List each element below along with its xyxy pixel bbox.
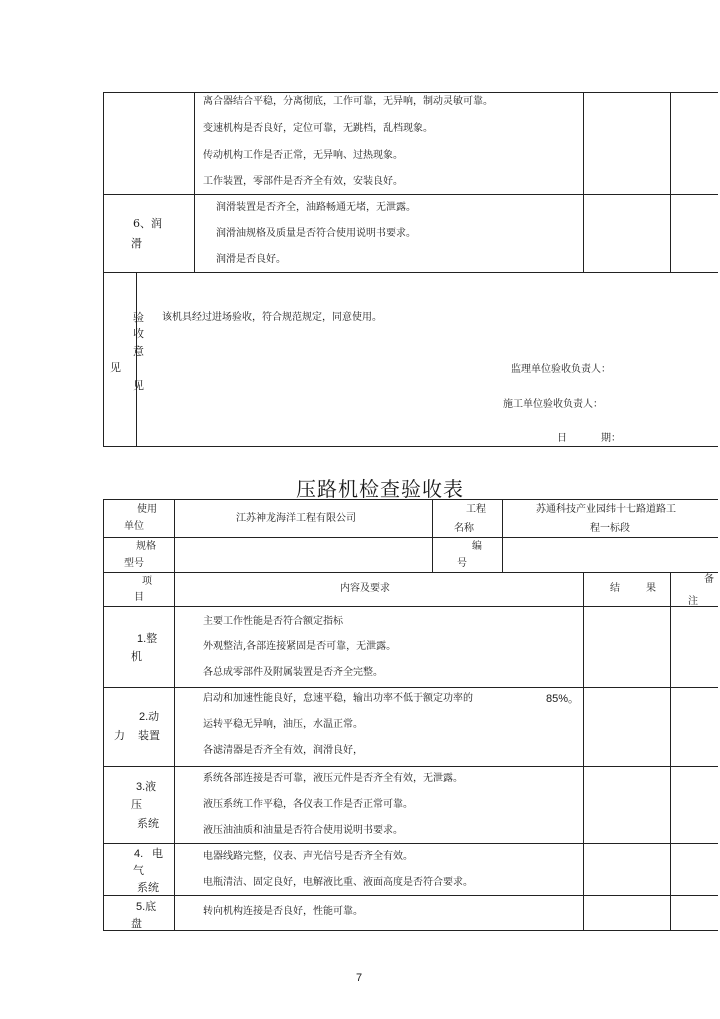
rule bbox=[103, 843, 718, 844]
code-label: 号 bbox=[457, 558, 467, 569]
requirement-text: 液压油油质和油量是否符合使用说明书要求。 bbox=[203, 825, 403, 836]
rule bbox=[583, 92, 584, 272]
opinion-label: 意 bbox=[133, 345, 144, 358]
section-label: 电 bbox=[152, 847, 163, 860]
percent-value: 85%。 bbox=[546, 693, 580, 705]
opinion-text: 该机具经过进场验收，符合规范规定，同意使用。 bbox=[162, 312, 382, 323]
use-unit-label: 单位 bbox=[124, 521, 144, 532]
rule bbox=[583, 572, 584, 930]
section-label: 2.动 bbox=[139, 711, 160, 723]
section-label: 机 bbox=[131, 650, 142, 663]
section-label: 5.底 bbox=[136, 901, 157, 913]
opinion-label: 验 bbox=[133, 311, 144, 324]
section-label: 1.整 bbox=[137, 633, 158, 645]
rule bbox=[103, 92, 104, 446]
rule bbox=[103, 572, 718, 573]
requirement-text: 润滑装置是否齐全，油路畅通无堵，无泄露。 bbox=[216, 202, 416, 213]
use-unit-label: 使用 bbox=[137, 504, 157, 515]
section-label: 系统 bbox=[137, 881, 159, 894]
header-content: 内容及要求 bbox=[340, 583, 390, 594]
requirement-text: 电瓶清洁、固定良好，电解液比重、液面高度是否符合要求。 bbox=[203, 877, 473, 888]
requirement-text: 运转平稳无异响，油压，水温正常。 bbox=[203, 719, 363, 730]
requirement-text: 离合器结合平稳，分离彻底，工作可靠，无异响，制动灵敏可靠。 bbox=[203, 96, 493, 107]
header-remark: 备 bbox=[704, 574, 714, 585]
section-label: 3.液 bbox=[136, 781, 157, 793]
rule bbox=[670, 572, 671, 930]
section-label: 压 bbox=[131, 798, 142, 811]
rule bbox=[432, 499, 433, 572]
requirement-text: 电器线路完整，仪表、声光信号是否齐全有效。 bbox=[203, 851, 413, 862]
item-label: 6、润 bbox=[133, 217, 162, 230]
rule bbox=[502, 499, 503, 572]
date-label: 期： bbox=[601, 433, 621, 444]
rule bbox=[103, 687, 718, 688]
rule bbox=[103, 194, 718, 195]
company-name: 江苏神龙海洋工程有限公司 bbox=[236, 513, 356, 524]
rule bbox=[103, 92, 718, 93]
section-label: 气 bbox=[133, 864, 144, 877]
page-title: 压路机检查验收表 bbox=[296, 477, 464, 501]
rule bbox=[103, 499, 718, 500]
rule bbox=[103, 272, 718, 273]
requirement-text: 转向机构连接是否良好，性能可靠。 bbox=[203, 906, 363, 917]
requirement-text: 变速机构是否良好，定位可靠，无跳档，乱档现象。 bbox=[203, 123, 433, 134]
requirement-text: 系统各部连接是否可靠，液压元件是否齐全有效，无泄露。 bbox=[203, 773, 463, 784]
requirement-text: 工作装置，零部件是否齐全有效，安装良好。 bbox=[203, 176, 403, 187]
project-name: 程一标段 bbox=[590, 523, 630, 534]
rule bbox=[103, 499, 104, 930]
section-label: 系统 bbox=[137, 817, 159, 830]
project-label: 工程 bbox=[466, 504, 486, 515]
requirement-text: 液压系统工作平稳，各仪表工作是否正常可靠。 bbox=[203, 799, 413, 810]
header-result: 结 bbox=[610, 583, 620, 594]
requirement-text: 外观整洁,各部连接紧固是否可靠，无泄露。 bbox=[203, 641, 397, 652]
opinion-label: 见 bbox=[133, 379, 144, 392]
rule bbox=[136, 272, 137, 446]
header-remark: 注 bbox=[688, 596, 698, 607]
rule bbox=[103, 446, 718, 447]
requirement-text: 主要工作性能是否符合额定指标 bbox=[203, 616, 343, 627]
requirement-text: 各滤清器是否齐全有效，润滑良好， bbox=[203, 745, 363, 756]
requirement-text: 传动机构工作是否正常，无异响、过热现象。 bbox=[203, 150, 403, 161]
rule bbox=[103, 895, 718, 896]
section-label: 装置 bbox=[138, 729, 160, 742]
section-label: 盘 bbox=[131, 917, 142, 930]
requirement-text: 润滑是否良好。 bbox=[216, 254, 286, 265]
date-label: 日 bbox=[557, 433, 567, 444]
spec-label: 型号 bbox=[124, 558, 144, 569]
section-label: 4. bbox=[134, 848, 144, 860]
opinion-label: 见 bbox=[110, 361, 121, 374]
header-item: 项 bbox=[142, 576, 152, 587]
rule bbox=[103, 930, 718, 931]
rule bbox=[174, 499, 175, 930]
spec-label: 规格 bbox=[136, 541, 156, 552]
project-label: 名称 bbox=[454, 523, 474, 534]
header-item: 目 bbox=[134, 592, 144, 603]
item-label: 滑 bbox=[131, 237, 142, 250]
requirement-text: 各总成零部件及附属装置是否齐全完整。 bbox=[203, 667, 383, 678]
header-result: 果 bbox=[646, 583, 656, 594]
requirement-text: 启动和加速性能良好，怠速平稳，输出功率不低于额定功率的 bbox=[203, 693, 473, 704]
rule bbox=[670, 92, 671, 272]
section-label: 力 bbox=[114, 729, 125, 742]
opinion-label: 收 bbox=[133, 327, 144, 340]
supervisor-signature-label: 监理单位验收负责人： bbox=[511, 364, 611, 375]
project-name: 苏通科技产业园纬十七路道路工 bbox=[536, 504, 676, 515]
rule bbox=[103, 766, 718, 767]
contractor-signature-label: 施工单位验收负责人： bbox=[503, 399, 603, 410]
rule bbox=[103, 606, 718, 607]
page-number: 7 bbox=[356, 972, 363, 984]
rule bbox=[194, 92, 195, 272]
requirement-text: 润滑油规格及质量是否符合使用说明书要求。 bbox=[216, 228, 416, 239]
code-label: 编 bbox=[472, 541, 482, 552]
rule bbox=[103, 537, 718, 538]
